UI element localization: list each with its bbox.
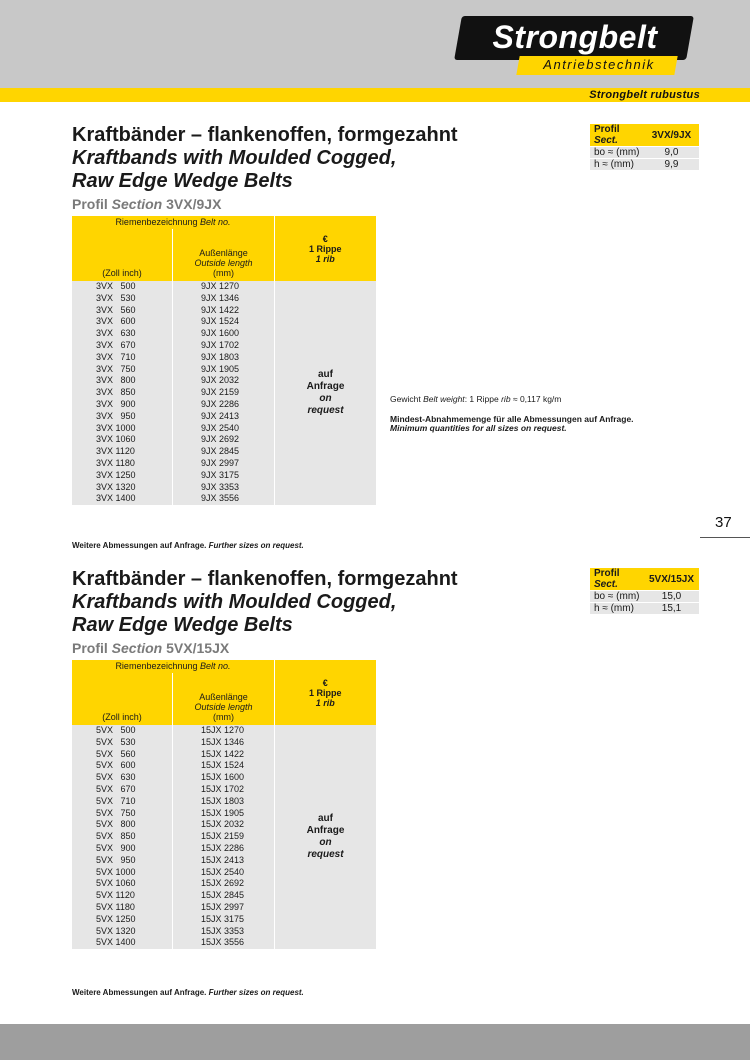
section-profile-label: Profil Section 5VX/15JX xyxy=(72,640,230,656)
belt-outside-length: 15JX 2997 xyxy=(173,902,275,914)
belt-outside-length: 9JX 2413 xyxy=(173,411,275,423)
belt-outside-length: 15JX 2413 xyxy=(173,855,275,867)
belt-outside-length: 15JX 3556 xyxy=(173,937,275,949)
belt-outside-length: 9JX 1600 xyxy=(173,328,275,340)
page-number-rule xyxy=(700,537,750,538)
belt-inch-designation: 3VX 560 xyxy=(72,305,173,317)
belt-table xyxy=(72,216,377,505)
page-number: 37 xyxy=(715,514,732,531)
table-header-price: € 1 Rippe 1 rib xyxy=(275,216,377,281)
belt-inch-designation: 3VX 1180 xyxy=(72,458,173,470)
brand-subtitle: Antriebstechnik xyxy=(543,57,655,72)
brand-name: Strongbelt xyxy=(492,19,658,55)
belt-outside-length: 15JX 1702 xyxy=(173,784,275,796)
section-profile-label: Profil Section 3VX/9JX xyxy=(72,196,222,212)
belt-outside-length: 9JX 2032 xyxy=(173,375,275,387)
belt-inch-designation: 3VX 750 xyxy=(72,364,173,376)
belt-inch-designation: 5VX 1320 xyxy=(72,926,173,938)
belt-outside-length: 9JX 1702 xyxy=(173,340,275,352)
belt-outside-length: 9JX 1905 xyxy=(173,364,275,376)
belt-outside-length: 15JX 2692 xyxy=(173,878,275,890)
footer-band xyxy=(0,1024,750,1060)
belt-table xyxy=(72,660,377,949)
belt-outside-length: 15JX 1524 xyxy=(173,760,275,772)
spec-table: Profil Sect. 5VX/15JX bo ≈ (mm) 15,0 h ≈ (mm) 15,1 xyxy=(590,568,699,615)
belt-inch-designation: 3VX 800 xyxy=(72,375,173,387)
belt-inch-designation: 3VX 500 xyxy=(72,281,173,293)
belt-inch-designation: 5VX 630 xyxy=(72,772,173,784)
table-row xyxy=(72,281,376,293)
belt-outside-length: 9JX 1803 xyxy=(173,352,275,364)
belt-outside-length: 9JX 1422 xyxy=(173,305,275,317)
belt-inch-designation: 5VX 710 xyxy=(72,796,173,808)
table-header-belt-no: Riemenbezeichnung Belt no. xyxy=(72,216,275,230)
belt-outside-length: 15JX 1422 xyxy=(173,749,275,761)
belt-outside-length: 15JX 2845 xyxy=(173,890,275,902)
belt-inch-designation: 3VX 1000 xyxy=(72,423,173,435)
belt-outside-length: 9JX 1524 xyxy=(173,316,275,328)
belt-outside-length: 15JX 3353 xyxy=(173,926,275,938)
belt-outside-length: 15JX 2540 xyxy=(173,867,275,879)
min-quantity-note-en: Minimum quantities for all sizes on request. xyxy=(390,423,567,433)
weight-note: Gewicht Belt weight: 1 Rippe rib ≈ 0,117 kg/m xyxy=(390,394,562,404)
belt-inch-designation: 3VX 1250 xyxy=(72,470,173,482)
belt-outside-length: 15JX 1905 xyxy=(173,808,275,820)
section-title: Kraftbänder – flankenoffen, formgezahnt xyxy=(72,124,458,146)
belt-outside-length: 9JX 2845 xyxy=(173,446,275,458)
belt-outside-length: 15JX 1346 xyxy=(173,737,275,749)
belt-inch-designation: 3VX 670 xyxy=(72,340,173,352)
belt-inch-designation: 5VX 1060 xyxy=(72,878,173,890)
belt-inch-designation: 5VX 850 xyxy=(72,831,173,843)
belt-outside-length: 9JX 3175 xyxy=(173,470,275,482)
belt-outside-length: 9JX 2692 xyxy=(173,434,275,446)
belt-inch-designation: 5VX 800 xyxy=(72,819,173,831)
belt-inch-designation: 5VX 560 xyxy=(72,749,173,761)
belt-inch-designation: 3VX 1320 xyxy=(72,482,173,494)
belt-inch-designation: 3VX 950 xyxy=(72,411,173,423)
belt-outside-length: 9JX 2997 xyxy=(173,458,275,470)
min-quantity-note-de: Mindest-Abnahmemenge für alle Abmessungen auf Anfrage. xyxy=(390,414,634,424)
spec-table: Profil Sect. 3VX/9JX bo ≈ (mm) 9,0 h ≈ (mm) 9,9 xyxy=(590,124,699,171)
belt-inch-designation: 5VX 1180 xyxy=(72,902,173,914)
belt-inch-designation: 5VX 950 xyxy=(72,855,173,867)
table-header-inch: (Zoll inch) xyxy=(72,230,173,282)
belt-outside-length: 9JX 3556 xyxy=(173,493,275,505)
belt-outside-length: 15JX 2032 xyxy=(173,819,275,831)
belt-inch-designation: 5VX 500 xyxy=(72,725,173,737)
belt-outside-length: 15JX 1270 xyxy=(173,725,275,737)
belt-inch-designation: 5VX 900 xyxy=(72,843,173,855)
belt-inch-designation: 5VX 1400 xyxy=(72,937,173,949)
table-row xyxy=(72,725,376,737)
table-header-inch: (Zoll inch) xyxy=(72,674,173,726)
belt-outside-length: 15JX 1803 xyxy=(173,796,275,808)
belt-inch-designation: 3VX 710 xyxy=(72,352,173,364)
belt-inch-designation: 5VX 1000 xyxy=(72,867,173,879)
belt-inch-designation: 5VX 1250 xyxy=(72,914,173,926)
belt-outside-length: 15JX 2159 xyxy=(173,831,275,843)
belt-inch-designation: 3VX 1060 xyxy=(72,434,173,446)
table-header-length: Außenlänge Outside length (mm) xyxy=(173,674,275,726)
belt-inch-designation: 3VX 530 xyxy=(72,293,173,305)
product-line-tagline: Strongbelt rubustus xyxy=(589,89,700,101)
belt-inch-designation: 3VX 600 xyxy=(72,316,173,328)
price-on-request: auf Anfrage on request xyxy=(275,281,377,505)
belt-inch-designation: 5VX 1120 xyxy=(72,890,173,902)
belt-outside-length: 9JX 2286 xyxy=(173,399,275,411)
belt-inch-designation: 5VX 750 xyxy=(72,808,173,820)
belt-outside-length: 15JX 1600 xyxy=(173,772,275,784)
section-subtitle: Kraftbands with Moulded Cogged, Raw Edge Wedge Belts xyxy=(72,591,397,636)
belt-outside-length: 15JX 3175 xyxy=(173,914,275,926)
belt-inch-designation: 3VX 850 xyxy=(72,387,173,399)
belt-inch-designation: 3VX 630 xyxy=(72,328,173,340)
further-sizes-note: Weitere Abmessungen auf Anfrage. Further sizes on request. xyxy=(72,988,304,997)
section-subtitle: Kraftbands with Moulded Cogged, Raw Edge Wedge Belts xyxy=(72,147,397,192)
brand-logo xyxy=(458,16,690,80)
table-header-price: € 1 Rippe 1 rib xyxy=(275,660,377,725)
belt-inch-designation: 3VX 1400 xyxy=(72,493,173,505)
belt-outside-length: 9JX 1346 xyxy=(173,293,275,305)
price-on-request: auf Anfrage on request xyxy=(275,725,377,949)
belt-inch-designation: 3VX 900 xyxy=(72,399,173,411)
belt-inch-designation: 5VX 600 xyxy=(72,760,173,772)
table-header-belt-no: Riemenbezeichnung Belt no. xyxy=(72,660,275,674)
belt-outside-length: 9JX 2540 xyxy=(173,423,275,435)
belt-outside-length: 15JX 2286 xyxy=(173,843,275,855)
belt-outside-length: 9JX 1270 xyxy=(173,281,275,293)
further-sizes-note: Weitere Abmessungen auf Anfrage. Further sizes on request. xyxy=(72,541,304,550)
belt-inch-designation: 3VX 1120 xyxy=(72,446,173,458)
section-title: Kraftbänder – flankenoffen, formgezahnt xyxy=(72,568,458,590)
belt-inch-designation: 5VX 530 xyxy=(72,737,173,749)
belt-outside-length: 9JX 3353 xyxy=(173,482,275,494)
belt-outside-length: 9JX 2159 xyxy=(173,387,275,399)
belt-inch-designation: 5VX 670 xyxy=(72,784,173,796)
table-header-length: Außenlänge Outside length (mm) xyxy=(173,230,275,282)
